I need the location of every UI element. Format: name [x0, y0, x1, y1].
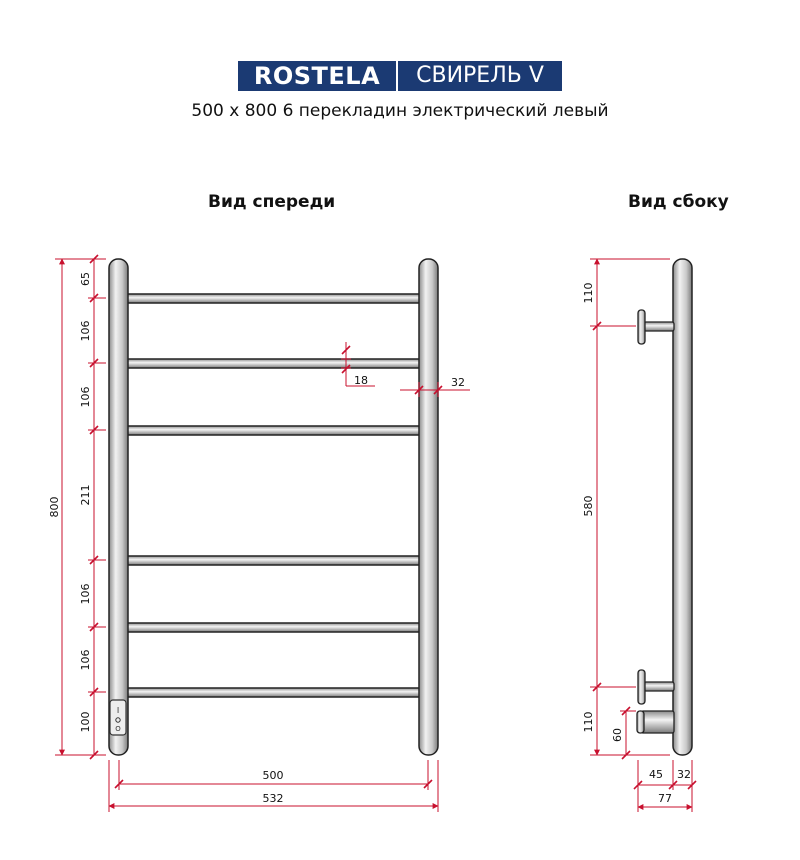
product-name: СВИРЕЛЬ V [398, 61, 562, 91]
dim-seg-gap: 211 [79, 484, 92, 506]
dim-seg-bottom: 100 [79, 711, 92, 733]
rung-6 [122, 688, 424, 697]
svg-text:I: I [116, 706, 120, 715]
front-view [109, 259, 438, 755]
side-post [673, 259, 692, 755]
dim-seg-2: 106 [79, 320, 92, 342]
brand-logo: ROSTELA [238, 61, 396, 91]
dim-seg-3: 106 [79, 386, 92, 408]
dim-bracket: 45 [649, 768, 663, 781]
bottom-bracket-plate [638, 670, 645, 704]
side-view-title: Вид сбоку [628, 192, 729, 212]
dim-side-post: 32 [677, 768, 691, 781]
svg-text:O: O [115, 725, 121, 733]
side-view [637, 259, 692, 755]
product-subtitle: 500 x 800 6 перекладин электрический левый [191, 101, 609, 121]
top-bracket-plate [638, 310, 645, 344]
rung-3 [122, 426, 424, 435]
dim-seg-6: 106 [79, 649, 92, 671]
top-bracket-arm [644, 322, 674, 331]
rung-2 [122, 359, 424, 368]
dim-seg-top: 65 [79, 272, 92, 286]
power-switch [110, 700, 126, 735]
rung-1 [122, 294, 424, 303]
dim-side-top: 110 [582, 282, 595, 304]
dim-post-diameter: 32 [451, 376, 465, 389]
heater-element [641, 711, 674, 733]
rung-4 [122, 556, 424, 565]
right-post [419, 259, 438, 755]
dim-heater: 60 [611, 728, 624, 742]
bottom-bracket-arm [644, 682, 674, 691]
dim-inner-width: 500 [262, 769, 284, 782]
dim-outer-width: 532 [262, 792, 284, 805]
left-post [109, 259, 128, 755]
dim-side-bottom: 110 [582, 711, 595, 733]
dim-bar-diameter: 18 [354, 374, 368, 387]
rung-5 [122, 623, 424, 632]
front-view-title: Вид спереди [208, 192, 336, 212]
dim-seg-5: 106 [79, 583, 92, 605]
heater-cap [637, 711, 644, 733]
dim-side-middle: 580 [582, 495, 595, 517]
dim-total-height: 800 [48, 496, 61, 518]
dim-depth: 77 [658, 792, 672, 805]
